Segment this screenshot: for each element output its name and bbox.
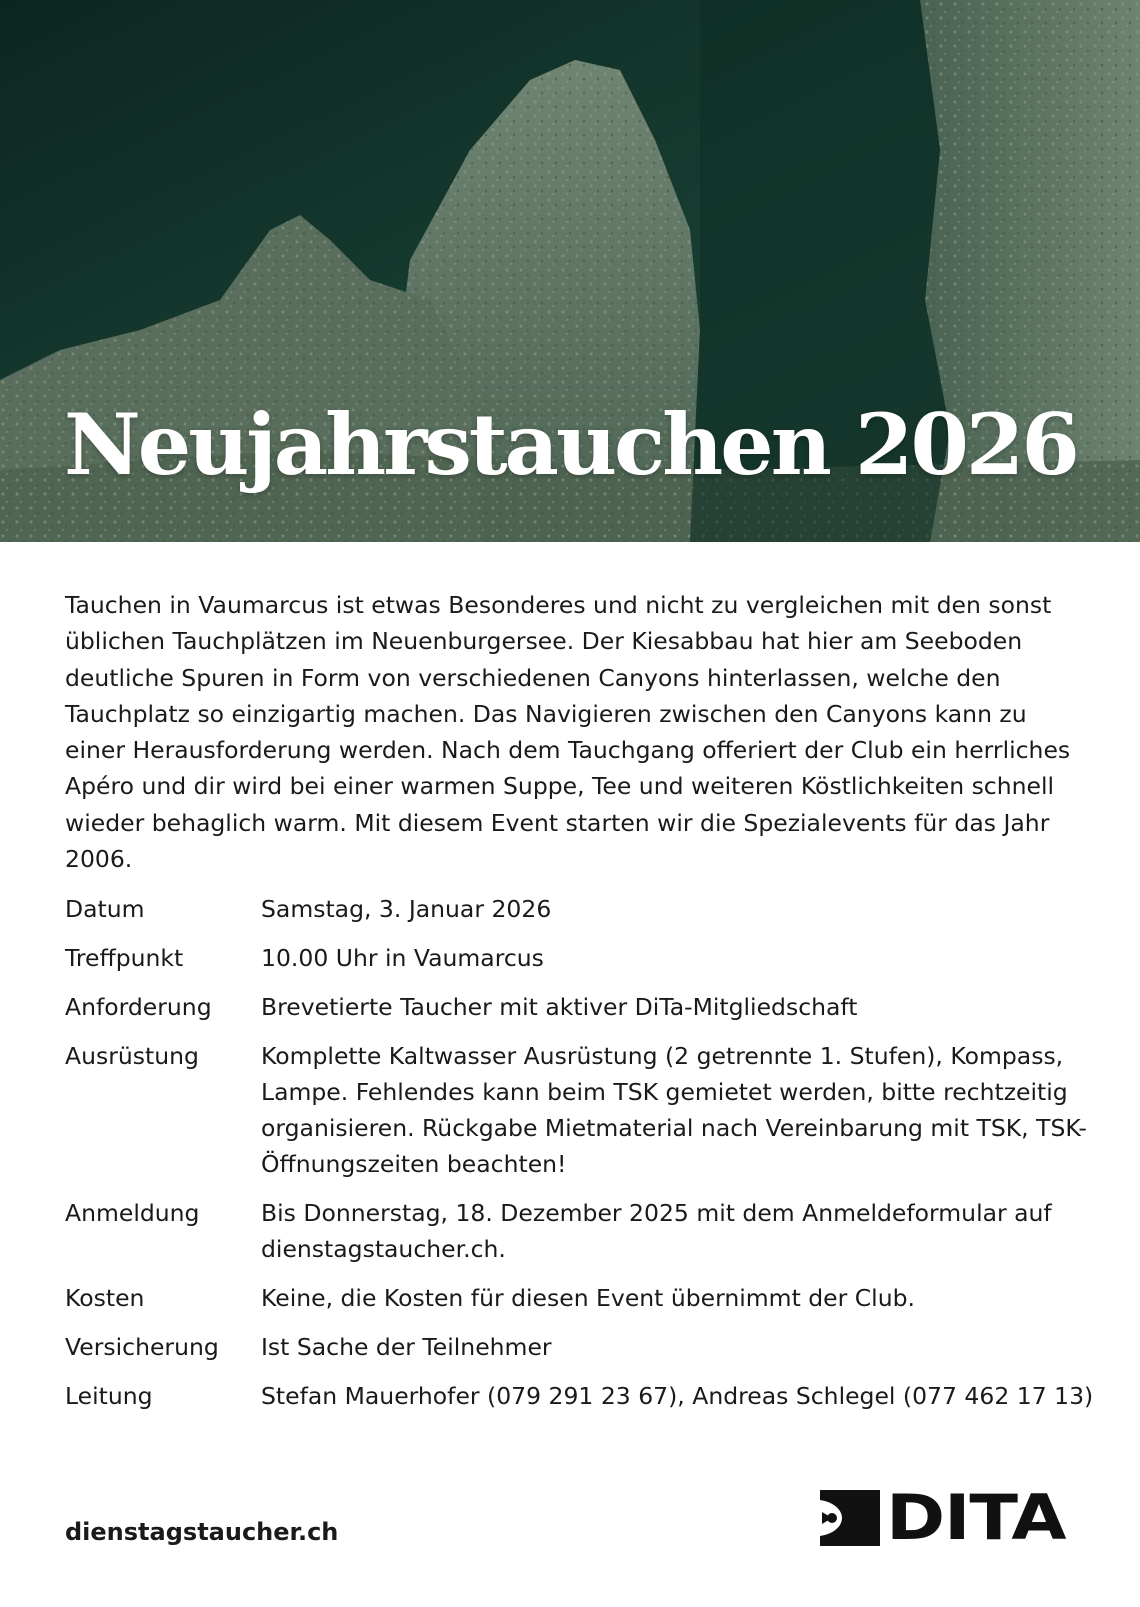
detail-value: Bis Donnerstag, 18. Dezember 2025 mit dem Anmeldeformular auf dienstagstaucher.ch. [261, 1199, 1052, 1263]
detail-label: Kosten [65, 1284, 145, 1312]
detail-label: Ausrüstung [65, 1042, 199, 1070]
detail-label: Treffpunkt [65, 944, 184, 972]
intro-paragraph: Tauchen in Vaumarcus ist etwas Besonderes und nicht zu vergleichen mit den sonst üblichen Tauchplätzen im Neuenburgersee. Der Kiesabbau hat hier am Seeboden deutliche Spuren in Form von verschiedenen Canyons hinterlassen, welche den Tauchplatz so einzigartig machen. Das Navigieren zwischen den Canyons kann zu einer Herausforderung werden. Nach dem Tauchgang offeriert der Club ein herrliches Apéro und dir wird bei einer warmen Suppe, Tee und weiteren Köstlichkeiten schnell wieder behaglich warm. Mit diesem Event starten wir die Spezialevents für das Jahr 2006. [65, 591, 1071, 874]
logo-wordmark: DITA [886, 1481, 1066, 1554]
detail-row-anmeldung [65, 1195, 1095, 1267]
detail-label: Versicherung [65, 1333, 219, 1361]
detail-row-leitung [65, 1378, 1095, 1414]
detail-label: Anforderung [65, 993, 212, 1021]
page-title: Neujahrstauchen 2026 [64, 395, 1077, 494]
detail-value: Komplette Kaltwasser Ausrüstung (2 getrennte 1. Stufen), Kompass, Lampe. Fehlendes kann beim TSK gemietet werden, bitte rechtzeitig organisieren. Rückgabe Mietmaterial nach Vereinbarung mit TSK, TSK-Öffnungszeiten beachten! [261, 1042, 1087, 1178]
fish-icon [820, 1490, 880, 1546]
detail-row-datum [65, 891, 1095, 927]
event-details [65, 891, 1095, 1427]
hero-banner [0, 0, 1140, 542]
detail-row-kosten [65, 1280, 1095, 1316]
detail-row-treffpunkt [65, 940, 1095, 976]
detail-value: Keine, die Kosten für diesen Event übernimmt der Club. [261, 1284, 915, 1312]
detail-value: Stefan Mauerhofer (079 291 23 67), Andreas Schlegel (077 462 17 13) [261, 1382, 1094, 1410]
detail-value: Ist Sache der Teilnehmer [261, 1333, 552, 1361]
detail-label: Anmeldung [65, 1199, 200, 1227]
detail-row-anforderung [65, 989, 1095, 1025]
dita-logo [820, 1481, 1076, 1554]
footer-website-link[interactable]: dienstagstaucher.ch [65, 1518, 339, 1546]
detail-row-versicherung [65, 1329, 1095, 1365]
detail-value: Brevetierte Taucher mit aktiver DiTa-Mitgliedschaft [261, 993, 858, 1021]
detail-label: Datum [65, 895, 145, 923]
detail-row-ausruestung [65, 1038, 1095, 1182]
detail-value: 10.00 Uhr in Vaumarcus [261, 944, 544, 972]
detail-value: Samstag, 3. Januar 2026 [261, 895, 552, 923]
detail-label: Leitung [65, 1382, 153, 1410]
